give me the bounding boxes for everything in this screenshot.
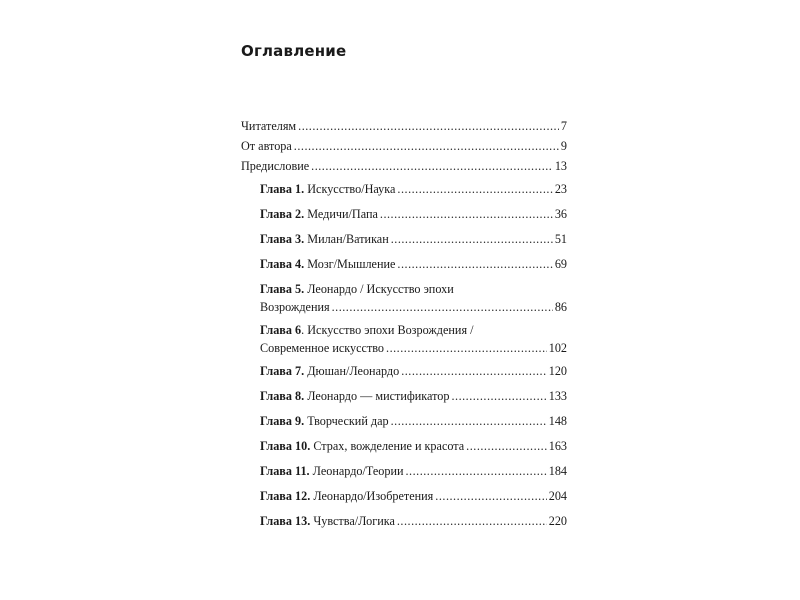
chapter-title: Творческий дар (307, 414, 389, 428)
toc-chapter-entry (260, 487, 567, 512)
toc-entry-title: Предисловие (241, 159, 310, 173)
toc-chapter-entry (260, 230, 567, 255)
chapter-title: Медичи/Папа (307, 207, 378, 221)
dot-leader (298, 116, 559, 136)
toc-page-number: 7 (560, 119, 567, 133)
toc-entry (241, 156, 567, 176)
chapter-number: Глава 10. (260, 439, 311, 453)
toc-entry (241, 136, 567, 156)
toc-page-number: 120 (548, 364, 567, 378)
chapter-number: Глава 7. (260, 364, 305, 378)
toc-page-number: 86 (554, 300, 567, 314)
chapter-title: Леонардо — мистификатор (307, 389, 450, 403)
toc-chapter-entry (260, 387, 567, 412)
chapter-number: Глава 4. (260, 257, 305, 271)
chapter-number: Глава 12. (260, 489, 311, 503)
toc-chapter-entry (260, 280, 567, 321)
dot-leader (397, 255, 552, 273)
dot-leader (332, 298, 553, 316)
toc-page-number: 69 (554, 257, 567, 271)
chapter-title: Леонардо/Изобретения (313, 489, 434, 503)
chapter-title: Страх, вожделение и красота (313, 439, 465, 453)
chapter-title: Леонардо/Теории (312, 464, 404, 478)
table-of-contents (241, 116, 567, 537)
chapter-number: Глава 3. (260, 232, 305, 246)
chapter-title: Чувства/Логика (313, 514, 395, 528)
dot-leader (397, 512, 547, 530)
dot-leader (294, 136, 559, 156)
toc-page-number: 220 (548, 514, 567, 528)
toc-page-number: 204 (548, 489, 567, 503)
dot-leader (380, 205, 553, 223)
toc-chapter-entry (260, 462, 567, 487)
dot-leader (391, 412, 547, 430)
dot-leader (466, 437, 547, 455)
chapter-title: Милан/Ватикан (307, 232, 389, 246)
dot-leader (406, 462, 547, 480)
toc-page-number: 163 (548, 439, 567, 453)
toc-page-number: 23 (554, 182, 567, 196)
chapter-number: Глава 13. (260, 514, 311, 528)
chapter-number: Глава 9. (260, 414, 305, 428)
dot-leader (386, 339, 547, 357)
dot-leader (401, 362, 547, 380)
toc-entry-title: Читателям (241, 119, 297, 133)
toc-page-number: 102 (548, 341, 567, 355)
dot-leader (451, 387, 546, 405)
toc-chapter-entry (260, 512, 567, 537)
chapter-number: Глава 6 (260, 323, 302, 337)
toc-chapter-entry (260, 437, 567, 462)
toc-chapter-entry (260, 321, 567, 362)
chapter-title: Леонардо / Искусство эпохи (307, 282, 454, 296)
dot-leader (311, 156, 553, 176)
toc-page-number: 133 (548, 389, 567, 403)
chapter-number: Глава 2. (260, 207, 305, 221)
toc-page-number: 36 (554, 207, 567, 221)
toc-chapter-entry (260, 412, 567, 437)
toc-entry-title: От автора (241, 139, 292, 153)
dot-leader (391, 230, 553, 248)
dot-leader (397, 180, 552, 198)
chapter-title: . Искусство эпохи Возрождения / (301, 323, 474, 337)
toc-chapter-entry (260, 205, 567, 230)
dot-leader (435, 487, 546, 505)
toc-chapter-entry (260, 180, 567, 205)
chapter-number: Глава 11. (260, 464, 310, 478)
toc-page-number: 148 (548, 414, 567, 428)
toc-page-number: 13 (554, 159, 567, 173)
toc-page-number: 9 (560, 139, 567, 153)
toc-title: Оглавление (241, 42, 347, 60)
chapter-title-continuation: Современное искусство (260, 341, 385, 355)
toc-page-number: 51 (554, 232, 567, 246)
chapter-number: Глава 8. (260, 389, 305, 403)
chapter-number: Глава 1. (260, 182, 305, 196)
chapter-title: Мозг/Мышление (307, 257, 396, 271)
chapter-title: Дюшан/Леонардо (307, 364, 400, 378)
toc-chapter-entry (260, 362, 567, 387)
toc-entry (241, 116, 567, 136)
toc-page-number: 184 (548, 464, 567, 478)
chapter-number: Глава 5. (260, 282, 305, 296)
toc-chapter-entry (260, 255, 567, 280)
chapter-title: Искусство/Наука (307, 182, 396, 196)
chapter-title-continuation: Возрождения (260, 300, 330, 314)
